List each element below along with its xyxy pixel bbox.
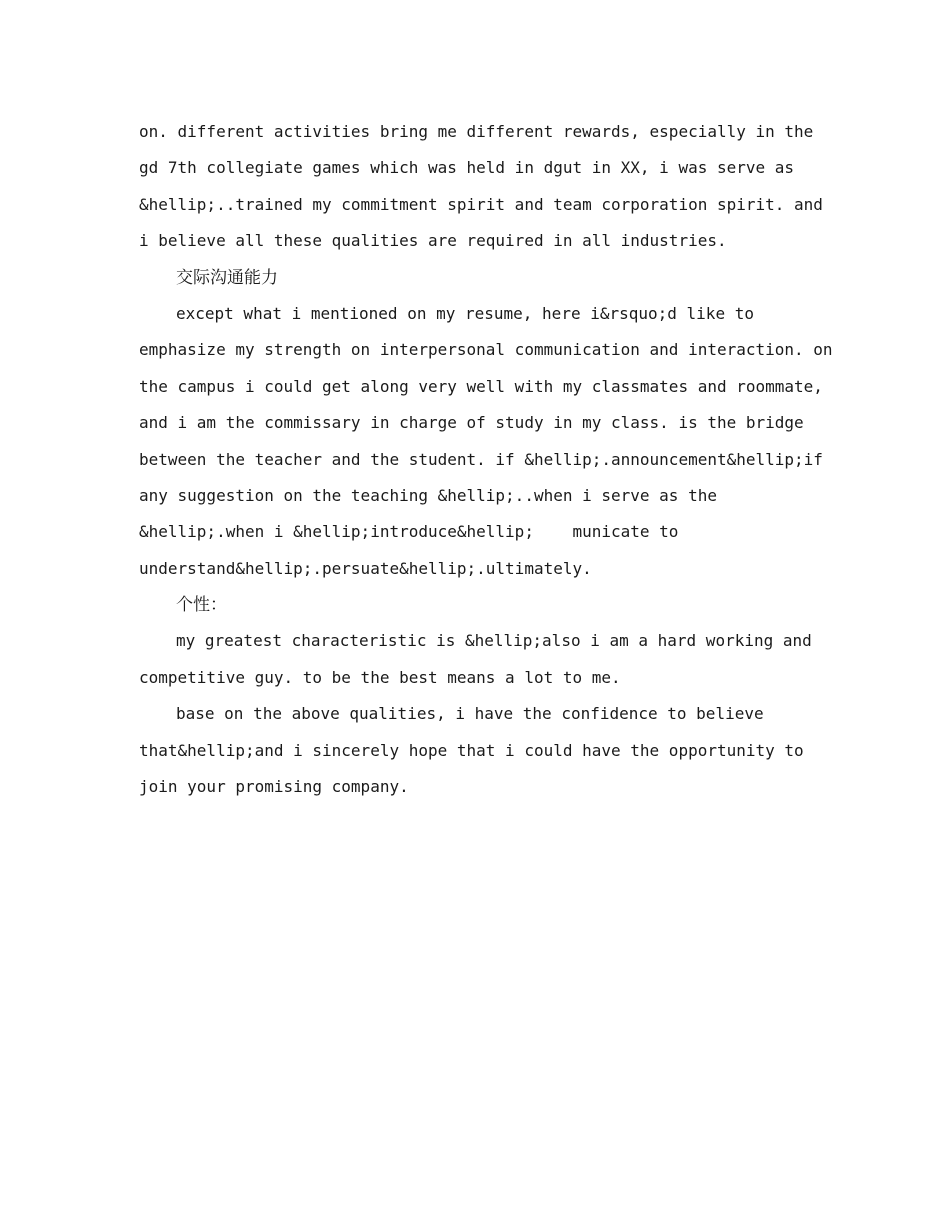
- text-line: my greatest characteristic is &hellip;also i am a hard working and: [176, 631, 812, 651]
- text-line: join your promising company.: [139, 777, 409, 797]
- text-line: any suggestion on the teaching &hellip;..when i serve as the: [139, 485, 717, 505]
- text-line: base on the above qualities, i have the confidence to believe: [176, 704, 764, 724]
- text-line: that&hellip;and i sincerely hope that i could have the opportunity to: [139, 740, 804, 760]
- text-line: competitive guy. to be the best means a lot to me.: [139, 667, 621, 687]
- paragraph-personality: [139, 623, 819, 696]
- text-line: between the teacher and the student. if &hellip;.announcement&hellip;if: [139, 449, 823, 469]
- text-line: on. different activities bring me different rewards, especially in the: [139, 122, 814, 141]
- text-line: emphasize my strength on interpersonal communication and interaction. on: [139, 340, 833, 360]
- document-body: [139, 114, 833, 805]
- text-line: the campus i could get along very well with my classmates and roommate,: [139, 376, 823, 396]
- text-line: and i am the commissary in charge of study in my class. is the bridge: [139, 413, 804, 433]
- text-line: &hellip;.when i &hellip;introduce&hellip; municate to: [139, 522, 679, 542]
- section-heading-personality: 个性：: [176, 595, 227, 616]
- paragraph-activities: [139, 114, 823, 260]
- paragraph-conclusion: [139, 696, 819, 805]
- text-line: &hellip;..trained my commitment spirit and team corporation spirit. and: [139, 194, 823, 214]
- section-heading-communication: 交际沟通能力: [176, 267, 278, 288]
- text-line: gd 7th collegiate games which was held in dgut in XX, i was serve as: [139, 158, 795, 178]
- paragraph-communication: [139, 296, 833, 587]
- text-line: understand&hellip;.persuate&hellip;.ultimately.: [139, 558, 592, 578]
- text-line: except what i mentioned on my resume, here i&rsquo;d like to: [176, 303, 754, 323]
- text-line: i believe all these qualities are required in all industries.: [139, 231, 727, 251]
